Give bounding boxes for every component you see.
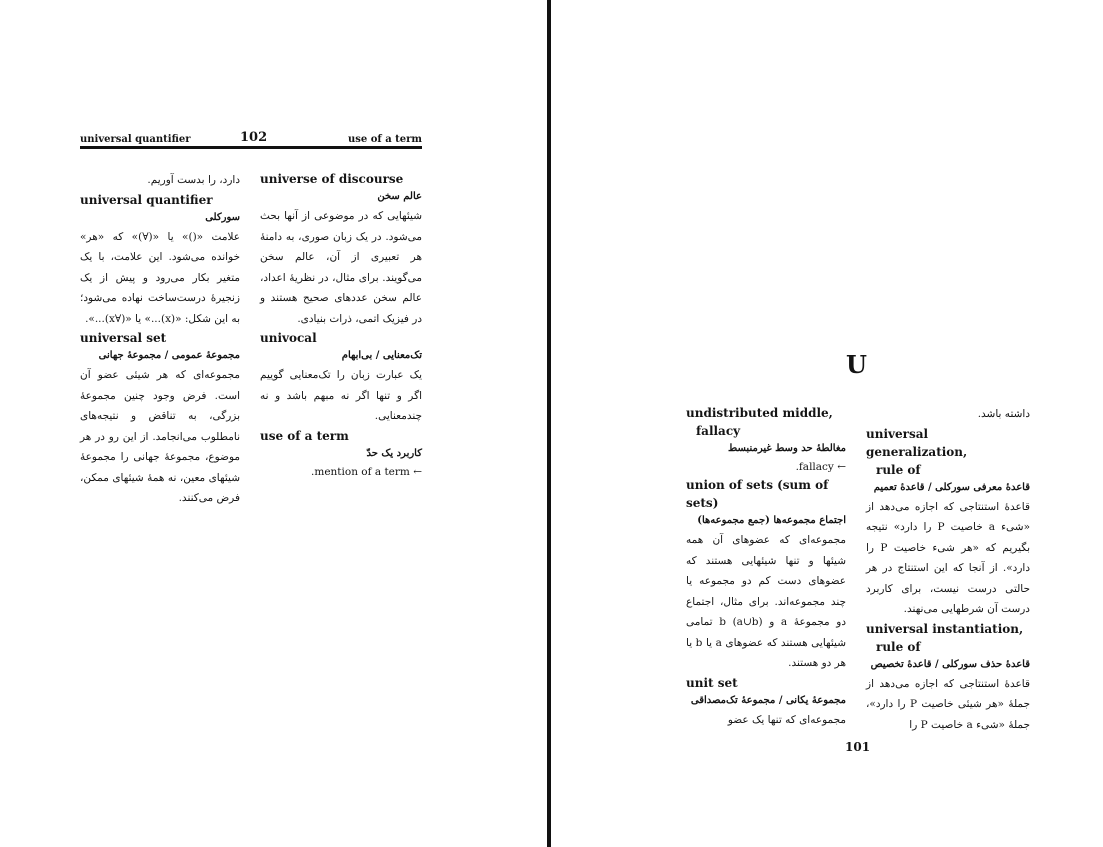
entry-term: union of sets (sum of sets)	[686, 478, 829, 510]
entry-persian-heading: قاعدهٔ معرفی سورکلی / قاعدهٔ تعمیم	[873, 481, 1030, 493]
entry-persian-heading: مجموعهٔ یکانی / مجموعهٔ تک‌مصداقی	[690, 694, 846, 706]
entry-definition-text: قاعدهٔ استنتاجی که اجازه می‌دهد از «شیء a خاصیت P را دارد» نتیجه بگیریم که «هر شیء خاصیت P را دارد». از آنجا که این استنتاج در هر حالتی درست نیست، برای کاربرد درست آن شرطهایی می‌نهند.	[866, 500, 1031, 615]
entry-term-continuation: rule of	[876, 462, 921, 477]
entry-definition-text: علامت «()» یا «(∀)» که «هر» خوانده می‌شود. این علامت، با یک متغیر بکار می‌رود و پیش از یک زنجیرهٔ درست‌ساخت نهاده می‌شود؛ به این شکل: «(x)...» یا «(∀x)...».	[80, 230, 240, 325]
running-head-first-entry: universal quantifier	[80, 134, 191, 145]
cross-reference: ← fallacy.	[795, 461, 846, 473]
entry-term: undistributed middle,	[686, 406, 833, 420]
entry-term: univocal	[260, 331, 317, 345]
entry-definition-text: مجموعه‌ای که عضوهای آن همه شیئها و تنها شیئهایی هستند که عضوهای دست کم دو مجموعه یا چند مجموعه‌اند. برای مثال، اجتماع دو مجموعهٔ a و b (a∪b) تمامی شیئهایی هستند که عضوهای a یا b یا هر دو هستند.	[686, 534, 847, 669]
running-head-last-entry: use of a term	[348, 134, 422, 145]
entry-term: universal set	[80, 331, 167, 345]
entry-definition-text: دارد، را بدست آوریم.	[147, 174, 240, 186]
entry-term: universal generalization,	[866, 426, 968, 459]
entry-term: universe of discourse	[260, 172, 404, 186]
entry-term-continuation: fallacy	[696, 424, 741, 438]
entry-persian-heading: مجموعهٔ عمومی / مجموعهٔ جهانی	[98, 350, 240, 361]
page-gutter-divider	[547, 0, 551, 847]
cross-reference: ← mention of a term.	[311, 465, 422, 478]
entry-persian-heading: کاربرد یک حدّ	[366, 447, 422, 459]
left-page-column-right	[260, 170, 422, 481]
header-rule	[80, 146, 422, 149]
entry-persian-heading: مغالطهٔ حد وسط غیرمنبسط	[728, 443, 846, 454]
page-number: 102	[240, 130, 268, 145]
entry-definition-text: داشته باشد.	[977, 408, 1030, 420]
entry-persian-heading: اجتماع مجموعه‌ها (جمع مجموعه‌ها)	[697, 515, 846, 526]
entry-term: universal quantifier	[80, 192, 213, 207]
section-letter: U	[846, 350, 867, 379]
entry-term-continuation: rule of	[876, 639, 921, 654]
entry-definition-text: مجموعه‌ای که هر شیئی عضو آن است. فرض وجود چنین مجموعهٔ بزرگی، به تناقض و نتیجه‌های نامطلوب می‌انجامد. از این رو در هر موضوع، مجموعهٔ جهانی را مجموعهٔ شیئهای معین، نه همهٔ شیئهای ممکن، فرض می‌کنند.	[80, 369, 240, 504]
running-head	[80, 128, 422, 148]
entry-persian-heading: تک‌معنایی / بی‌ابهام	[341, 350, 422, 361]
entry-definition-text: قاعدهٔ استنتاجی که اجازه می‌دهد از جملهٔ «هر شیئی خاصیت P را دارد»، جملهٔ «شیء a خاصیت P را	[866, 677, 1030, 731]
left-page	[80, 128, 422, 528]
right-page-column-right	[866, 404, 1030, 735]
entry-persian-heading: عالم سخن	[377, 191, 422, 202]
entry-definition-text: شیئهایی که در موضوعی از آنها بحث می‌شود. در یک زبان صوری، به دامنهٔ هر تعبیری از آن، عالم سخن می‌گویند. برای مثال، در نظریهٔ اعداد، عالم سخن عددهای صحیح هستند و در فیزیک اتمی، ذرات بنیادی.	[260, 210, 422, 325]
entry-term: use of a term	[260, 428, 349, 443]
entry-definition-text: یک عبارت زبان را تک‌معنایی گوییم اگر و تنها اگر نه مبهم باشد و نه چندمعنایی.	[260, 369, 422, 422]
entry-term: universal instantiation,	[866, 621, 1024, 636]
entry-definition-text: مجموعه‌ای که تنها یک عضو	[727, 713, 846, 726]
entry-term: unit set	[686, 675, 738, 690]
page-number-bottom: 101	[845, 740, 871, 754]
left-page-column-left	[80, 170, 240, 509]
right-page-column-left	[686, 404, 846, 730]
entry-persian-heading: سورکلی	[205, 211, 240, 223]
entry-persian-heading: قاعدهٔ حذف سورکلی / قاعدهٔ تخصیص	[870, 658, 1030, 670]
